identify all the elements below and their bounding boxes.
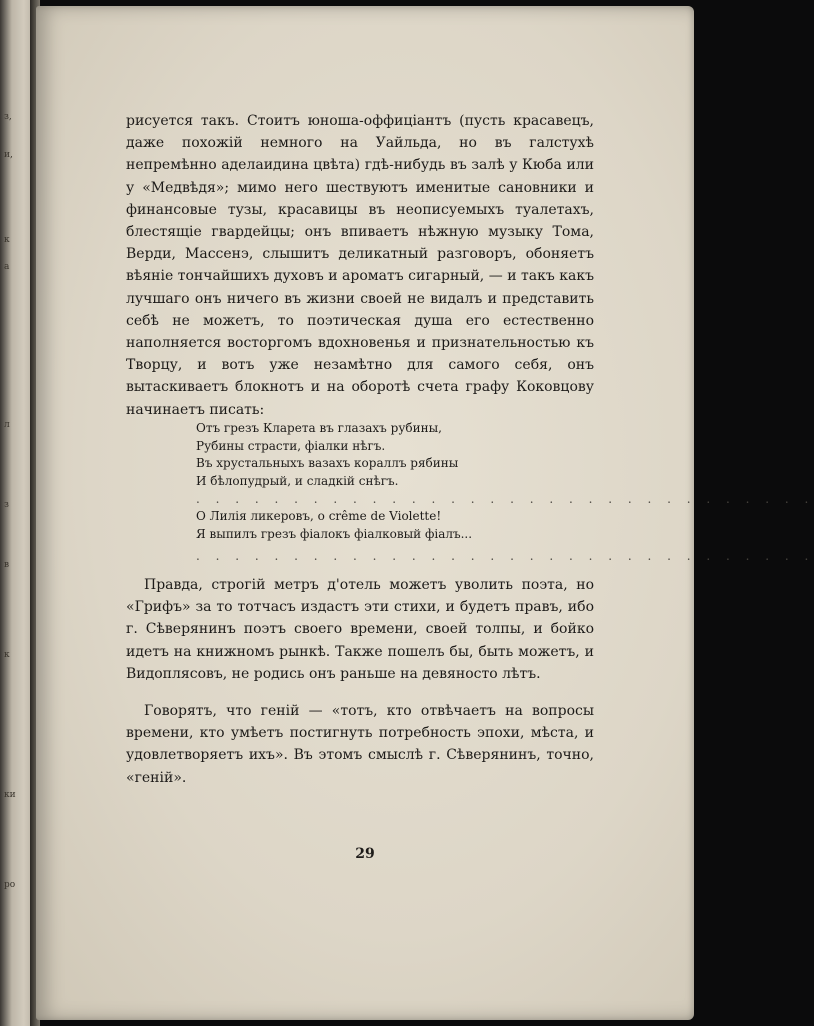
paragraph-2-text: Правда, строгій метръ д'отель можетъ уволить поэта, но «Грифъ» за то тотчасъ издастъ эти стихи, и будетъ правъ, ибо г. Сѣверянинъ поэтъ своего времени, своей толпы, и бойко идетъ на книжномъ рынкѣ. Также пошелъ бы, быть можетъ, и Видоплясовъ, не родись онъ раньше на девяносто лѣтъ. — [126, 577, 594, 682]
left-page-fragment: з, — [4, 112, 12, 122]
left-page-fragment: ки — [4, 790, 16, 800]
paragraph-3-text: Говорятъ, что геній — «тотъ, кто отвѣчаетъ на вопросы времени, кто умѣетъ постигнуть потребность эпохи, мѣста, и удовлетворяетъ ихъ». Въ этомъ смыслѣ г. Сѣверянинъ, точно, «геній». — [126, 703, 594, 786]
poem-line: И бѣлопудрый, и сладкій снѣгъ. — [196, 473, 399, 488]
left-page-fragment: и, — [4, 150, 13, 160]
left-page-fragment: в — [4, 560, 10, 570]
left-page-fragment: з — [4, 500, 9, 510]
poem-quote — [196, 420, 526, 543]
paragraph-1-text: рисуется такъ. Стоитъ юноша-оффиціантъ (пусть красавецъ, даже похожій немного на Уайльда, но въ галстухѣ непремѣнно аделаидина цвѣта) гдѣ-нибудь въ залѣ у Кюба или у «Медвѣдя»; мимо него шествуютъ именитые сановники и финансовые тузы, красавицы въ неописуемыхъ туалетахъ, блестящіе гвардейцы; онъ впиваетъ нѣжную музыку Тома, Верди, Массенэ, слышитъ деликатный разговоръ, обоняетъ вѣяніе тончайшихъ духовъ и ароматъ сигарный, — и такъ какъ лучшаго онъ ничего въ жизни своей не видалъ и представить себѣ не можетъ, то поэтическая душа его естественно наполняется восторгомъ вдохновенья и признательностью къ Творцу, и вотъ уже незамѣтно для самого себя, онъ вытаскиваетъ блокнотъ и на оборотѣ счета графу Коковцову начинаетъ писать: — [126, 113, 594, 418]
left-page-fragment: а — [4, 262, 10, 272]
page-number: 29 — [355, 846, 375, 862]
poem-line: Отъ грезъ Кларета въ глазахъ рубины, — [196, 421, 442, 435]
left-page-fragment: ро — [4, 880, 16, 890]
paragraph-2 — [126, 574, 594, 685]
left-page-fragment: л — [4, 420, 10, 430]
poem-line: Я выпилъ грезъ фіалокъ фіалковый фіалъ... — [196, 526, 473, 541]
poem-line: О Лилія ликеровъ, о crême de Violette! — [196, 509, 442, 523]
ellipsis-divider: . . . . . . . . . . . . . . . . . . . . . . . . . . . . . . . . — [196, 549, 814, 563]
previous-page-edge — [0, 0, 34, 1026]
left-page-fragment: к — [4, 650, 10, 660]
paragraph-1 — [126, 110, 594, 421]
ellipsis-divider: . . . . . . . . . . . . . . . . . . . . . . . . . . . . . . . . — [196, 492, 814, 506]
poem-line: Рубины страсти, фіалки нѣгъ. — [196, 438, 386, 453]
poem-line: Въ хрустальныхъ вазахъ кораллъ рябины — [196, 456, 459, 470]
book-page — [36, 6, 814, 1020]
left-page-fragment: к — [4, 235, 10, 245]
paragraph-3 — [126, 700, 594, 789]
